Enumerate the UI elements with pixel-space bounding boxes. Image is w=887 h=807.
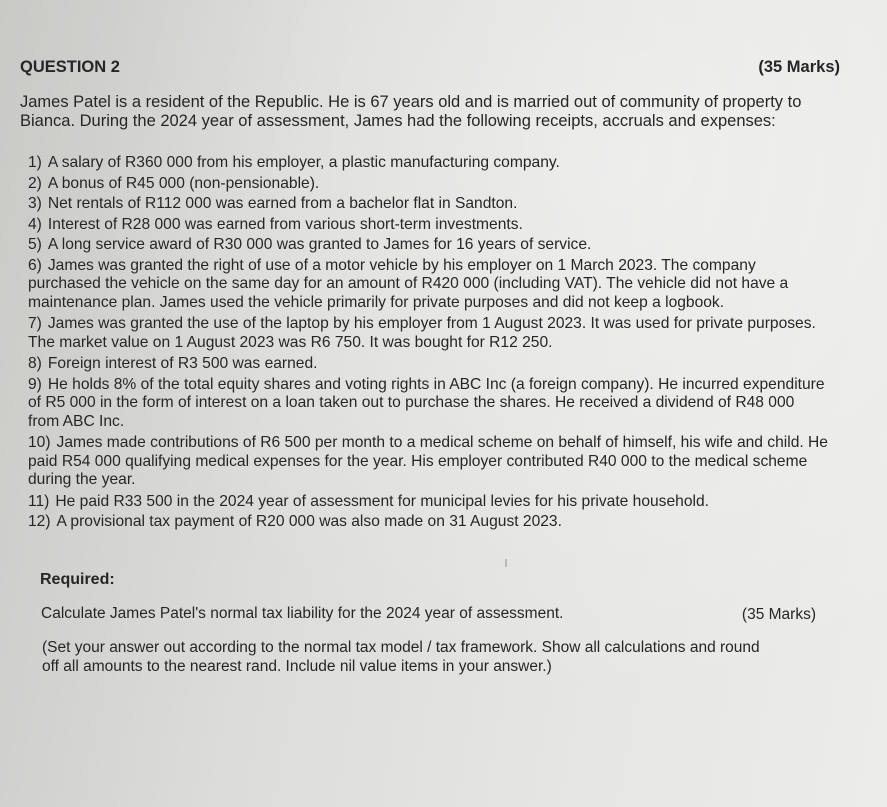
item-text: He holds 8% of the total equity shares and voting rights in ABC Inc (a foreign company). He incurred expenditure of R5 000 in the form of interest on a loan taken out to purchase the shares. He received a dividend of R48 000 from ABC Inc. (28, 375, 825, 430)
list-item (28, 493, 828, 512)
list-item (28, 216, 828, 235)
question-title: QUESTION 2 (20, 58, 120, 76)
receipts-list (28, 154, 828, 534)
item-text: A salary of R360 000 from his employer, a plastic manufacturing company. (47, 154, 560, 171)
item-number: 6) (28, 256, 42, 274)
item-number: 4) (28, 215, 42, 233)
item-text: A provisional tax payment of R20 000 was also made on 31 August 2023. (56, 513, 562, 530)
required-instruction: Calculate James Patel's normal tax liability for the 2024 year of assessment. (41, 605, 564, 622)
list-item (28, 154, 828, 173)
item-number: 3) (28, 195, 42, 212)
list-item (28, 355, 828, 374)
list-item (28, 315, 828, 352)
item-number: 12) (28, 513, 51, 530)
text-cursor-mark (505, 559, 507, 567)
item-number: 1) (28, 154, 42, 171)
item-number: 8) (28, 355, 42, 372)
item-text: A long service award of R30 000 was granted to James for 16 years of service. (47, 236, 592, 253)
item-text: Foreign interest of R3 500 was earned. (47, 355, 318, 372)
item-number: 9) (28, 375, 42, 393)
item-text: James made contributions of R6 500 per month to a medical scheme on behalf of himself, his wife and child. He paid R54 000 qualifying medical expenses for the year. His employer contributed R40 000 to the medical scheme during the year. (28, 434, 828, 488)
item-number: 5) (28, 236, 42, 253)
item-text: Interest of R28 000 was earned from various short-term investments. (47, 215, 523, 233)
item-text: He paid R33 500 in the 2024 year of assessment for municipal levies for his private household. (55, 492, 709, 510)
item-text: James was granted the use of the laptop by his employer from 1 August 2023. It was used for private purposes. The market value on 1 August 2023 was R6 750. It was bought for R12 250. (28, 315, 816, 351)
item-text: A bonus of R45 000 (non-pensionable). (47, 174, 320, 192)
item-number: 10) (28, 434, 51, 451)
list-item (28, 376, 828, 432)
list-item (28, 434, 828, 490)
required-marks: (35 Marks) (741, 606, 816, 623)
list-item (28, 236, 828, 255)
list-item (28, 513, 828, 532)
list-item (28, 195, 828, 214)
list-item (28, 257, 828, 313)
question-marks: (35 Marks) (758, 58, 840, 76)
required-heading: Required: (40, 571, 115, 588)
item-text: Net rentals of R112 000 was earned from a bachelor flat in Sandton. (47, 195, 518, 212)
item-number: 7) (28, 315, 42, 332)
question-header (20, 58, 840, 82)
item-text: James was granted the right of use of a motor vehicle by his employer on 1 March 2023. The company purchased the vehicle on the same day for an amount of R420 000 (including VAT). The vehicle did not have a maintenance plan. James used the vehicle primarily for private purposes and did not keep a logbook. (28, 256, 789, 311)
question-intro: James Patel is a resident of the Republic. He is 67 years old and is married out of community of property to Bianca. During the 2024 year of assessment, James had the following receipts, accruals and expenses: (20, 93, 802, 130)
item-number: 11) (28, 492, 50, 510)
item-number: 2) (28, 174, 42, 192)
list-item (28, 175, 828, 194)
answer-note: (Set your answer out according to the normal tax model / tax framework. Show all calculations and round off all amounts to the nearest rand. Include nil value items in your answer.) (42, 639, 760, 675)
